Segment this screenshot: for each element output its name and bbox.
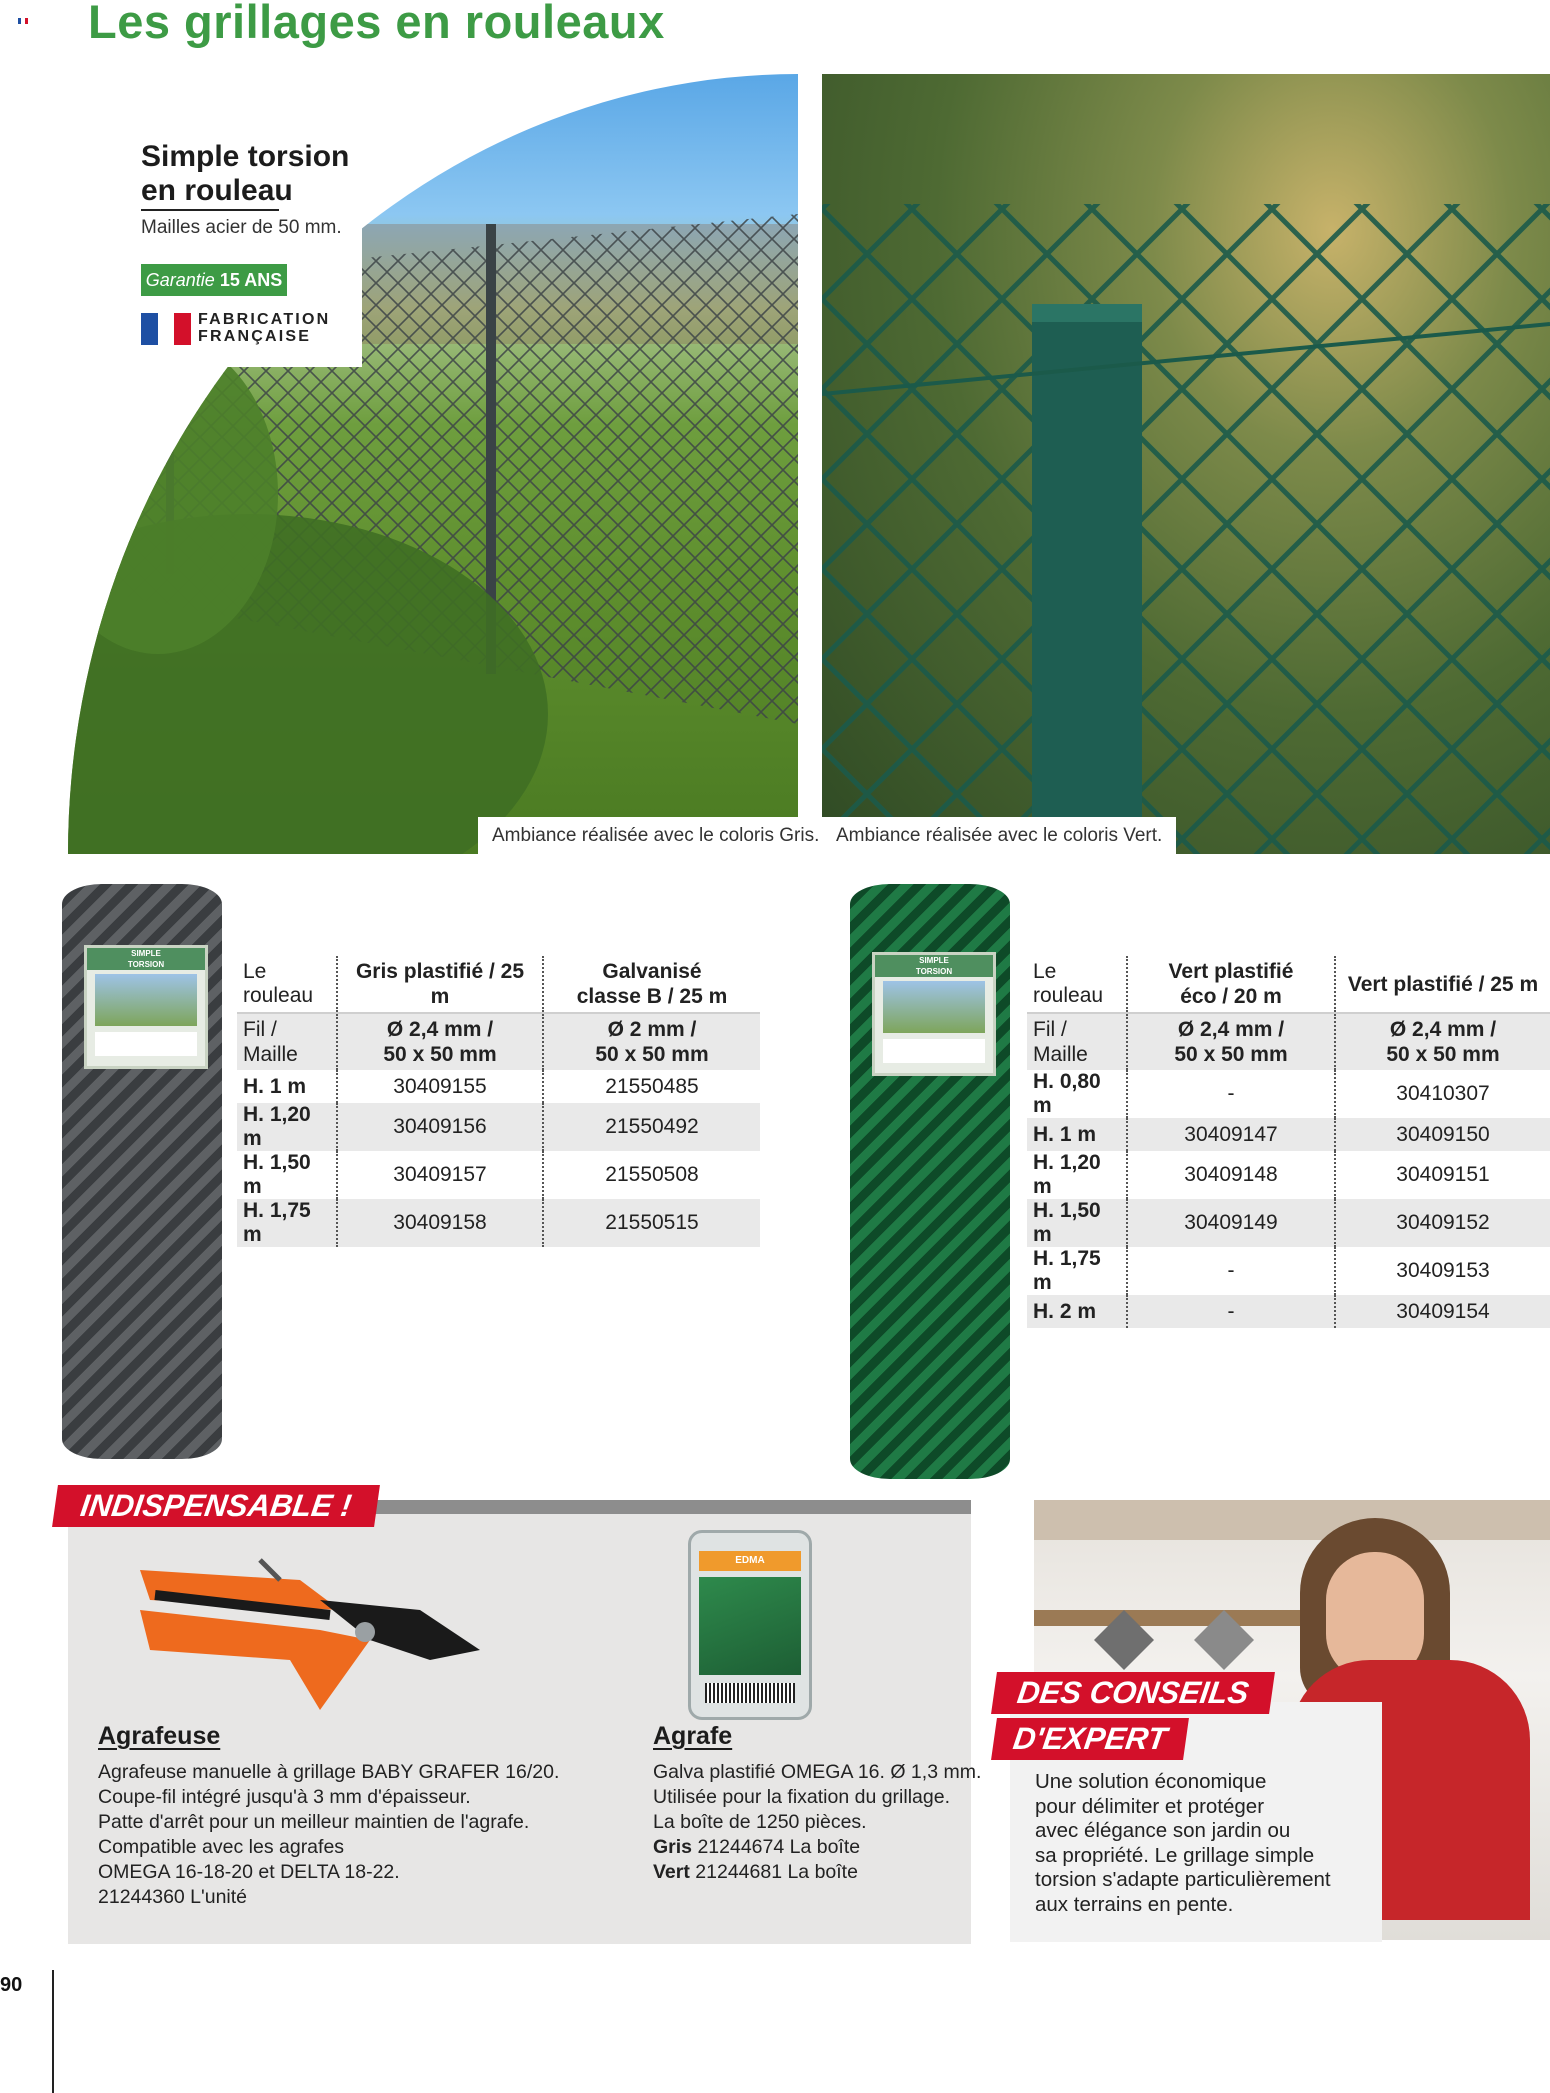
fabrication-line1: FABRICATION [198,311,331,328]
grey-roll-tag-picture [95,974,197,1026]
green-fence-photo [822,74,1550,854]
table-gris-col2-fil-line2: 50 x 50 mm [595,1043,709,1066]
table-row [1027,1118,1550,1151]
table-gris-col2-fil-line1: Ø 2 mm / [607,1018,697,1041]
table-row [237,1103,760,1151]
agrafeuse-line: Coupe-fil intégré jusqu'à 3 mm d'épaisseur. [98,1786,471,1808]
row-ref-eco: 30409147 [1127,1118,1335,1151]
grey-roll-tag-line1: SIMPLE [131,949,161,958]
row-height: H. 1,75 m [1033,1247,1101,1294]
agrafe-gris-text: 21244674 La boîte [697,1836,861,1858]
row-height: H. 2 m [1027,1295,1127,1328]
mini-flag-icon [18,18,28,24]
table-row [237,1199,760,1247]
table-vert-col2-fil [1335,1013,1550,1070]
table-gris-col2-fil [543,1013,760,1070]
garantie-value: 15 ANS [219,270,283,290]
expert-line: aux terrains en pente. [1035,1892,1234,1916]
agrafe-vert-text: 21244681 La boîte [695,1861,858,1883]
expert-line: pour délimiter et protéger [1035,1794,1265,1818]
row-height: H. 0,80 m [1033,1070,1101,1117]
green-roll-tag-picture [883,981,985,1033]
green-mesh-graphic [822,74,1550,854]
page-number: 90 [0,1974,23,1996]
garantie-label: Garantie [145,270,215,290]
table-vert-col2-fil-line2: 50 x 50 mm [1386,1043,1500,1066]
row-ref-vert: 30409153 [1335,1247,1550,1295]
expert-line: sa propriété. Le grillage simple [1035,1843,1315,1867]
row-height: H. 1,20 m [237,1103,337,1151]
grey-roll-tag-line2: TORSION [127,960,165,969]
agrafe-vert-label: Vert [653,1861,690,1883]
agrafe-title: Agrafe [653,1722,733,1750]
expert-line: avec élégance son jardin ou [1035,1819,1291,1842]
row-ref-galva: 21550515 [543,1199,760,1247]
table-row [1027,1247,1550,1295]
table-vert-col1-fil [1127,1013,1335,1070]
green-roll-tag-line2: TORSION [915,967,953,976]
expert-tag-line1: DES CONSEILS [991,1672,1275,1714]
grey-roll-tag-strip [87,948,205,970]
agrafe-vert-line [653,1860,981,1885]
table-vert-fil-line1: Fil / [1033,1018,1067,1041]
left-photo-caption: Ambiance réalisée avec le coloris Gris. [478,817,833,855]
grey-roll-tag [84,945,208,1069]
table-row [1027,1199,1550,1247]
table-gris-fil-line1: Fil / [243,1018,277,1041]
table-gris-col2-line2: classe B / 25 m [576,985,728,1008]
table-gris-col1-fil-line2: 50 x 50 mm [383,1043,497,1066]
expert-line: torsion s'adapte particulièrement [1035,1868,1331,1891]
agrafe-description [653,1760,981,1885]
row-ref-gris: 30409156 [337,1103,543,1151]
row-ref-galva: 21550508 [543,1151,760,1199]
product-label-title-line1: Simple torsion [141,140,350,173]
agrafe-gris-line [653,1835,981,1860]
expert-tag-line2: D'EXPERT [991,1718,1189,1760]
row-ref-eco: - [1127,1070,1335,1118]
table-gris-fil-line2: Maille [243,1043,298,1066]
stapler-pliers-icon [130,1540,490,1720]
table-gris-head-label: Le rouleau [243,960,314,1007]
agrafeuse-title: Agrafeuse [98,1722,221,1750]
row-ref-gris: 30409157 [337,1151,543,1199]
row-ref-galva: 21550485 [543,1070,760,1103]
table-vert-fil-label [1027,1013,1127,1070]
table-gris-col2-line1: Galvanisé [602,960,702,983]
table-vert-col1-fil-line2: 50 x 50 mm [1174,1043,1288,1066]
row-ref-gris: 30409155 [337,1070,543,1103]
table-vert-col1 [1127,956,1335,1013]
table-gris-col1-fil [337,1013,543,1070]
fabrication-francaise [198,311,330,345]
row-ref-vert: 30409151 [1335,1151,1550,1199]
table-gris-col1-fil-line1: Ø 2,4 mm / [386,1018,494,1041]
table-row [1027,1295,1550,1328]
row-ref-galva: 21550492 [543,1103,760,1151]
row-ref-vert: 30409150 [1335,1118,1550,1151]
right-photo-caption: Ambiance réalisée avec le coloris Vert. [822,817,1176,855]
row-height: H. 1,20 m [1033,1151,1101,1198]
agrafeuse-line: Patte d'arrêt pour un meilleur maintien de l'agrafe. [98,1811,530,1833]
row-ref-vert: 30410307 [1335,1070,1550,1118]
green-roll-tag [872,952,996,1076]
expert-line: Une solution économique [1035,1770,1267,1793]
table-gris-fil-label [237,1013,337,1070]
table-row [237,1070,760,1103]
grey-roll-tag-bar [95,1032,197,1056]
agrafe-pack-brand: EDMA [699,1551,801,1571]
row-ref-eco: 30409148 [1127,1151,1335,1199]
barcode-icon [705,1683,795,1703]
table-vert-head-label: Le rouleau [1033,960,1104,1007]
row-height: H. 1 m [1027,1118,1127,1151]
table-gris [237,956,760,1247]
row-height: H. 1,50 m [243,1151,311,1198]
agrafe-pack-label [699,1577,801,1675]
row-ref-gris: 30409158 [337,1199,543,1247]
agrafe-pack-icon [688,1530,812,1720]
agrafe-line: La boîte de 1250 pièces. [653,1811,867,1833]
agrafe-line: Utilisée pour la fixation du grillage. [653,1786,950,1808]
french-flag-icon [141,313,191,345]
row-height: H. 1,50 m [1027,1199,1127,1247]
green-roll-tag-bar [883,1039,985,1063]
footer-divider [52,1970,54,2093]
agrafeuse-line: 21244360 L'unité [98,1886,248,1908]
product-label-title [141,140,361,208]
table-row [1027,1151,1550,1199]
product-label-subtitle: Mailles acier de 50 mm. [141,217,342,238]
table-gris-col2 [543,956,760,1013]
agrafeuse-line: OMEGA 16-18-20 et DELTA 18-22. [98,1861,400,1883]
table-row [237,1151,760,1199]
table-vert-col1-line1: Vert plastifié [1168,960,1294,983]
row-ref-eco: - [1127,1295,1335,1328]
page-title: Les grillages en rouleaux [88,0,665,48]
agrafeuse-description [98,1760,559,1910]
title-underline [141,209,279,211]
garantie-badge [141,264,287,296]
table-vert-col2: Vert plastifié / 25 m [1335,956,1550,1013]
table-vert-col1-line2: éco / 20 m [1180,985,1282,1008]
row-ref-eco: 30409149 [1127,1199,1335,1247]
agrafe-line: Galva plastifié OMEGA 16. Ø 1,3 mm. [653,1761,982,1783]
agrafe-gris-label: Gris [653,1836,693,1858]
table-vert-col1-fil-line1: Ø 2,4 mm / [1177,1018,1285,1041]
green-roll-tag-strip [875,955,993,977]
table-vert [1027,956,1550,1328]
product-label-title-line2: en rouleau [141,174,293,207]
row-height: H. 1 m [243,1074,307,1098]
agrafeuse-line: Agrafeuse manuelle à grillage BABY GRAFER 16/20. [98,1761,560,1783]
row-ref-vert: 30409154 [1335,1295,1550,1328]
table-row [1027,1070,1550,1118]
green-roll-tag-line1: SIMPLE [919,956,949,965]
table-gris-col1: Gris plastifié / 25 m [337,956,543,1013]
row-height: H. 1,75 m [237,1199,337,1247]
table-vert-col2-fil-line1: Ø 2,4 mm / [1389,1018,1497,1041]
fabrication-line2: FRANÇAISE [198,328,312,345]
expert-text [1035,1770,1331,1917]
indispensable-tag: INDISPENSABLE ! [52,1485,380,1527]
agrafeuse-line: Compatible avec les agrafes [98,1836,345,1858]
row-ref-eco: - [1127,1247,1335,1295]
table-vert-fil-line2: Maille [1033,1043,1088,1066]
row-ref-vert: 30409152 [1335,1199,1550,1247]
